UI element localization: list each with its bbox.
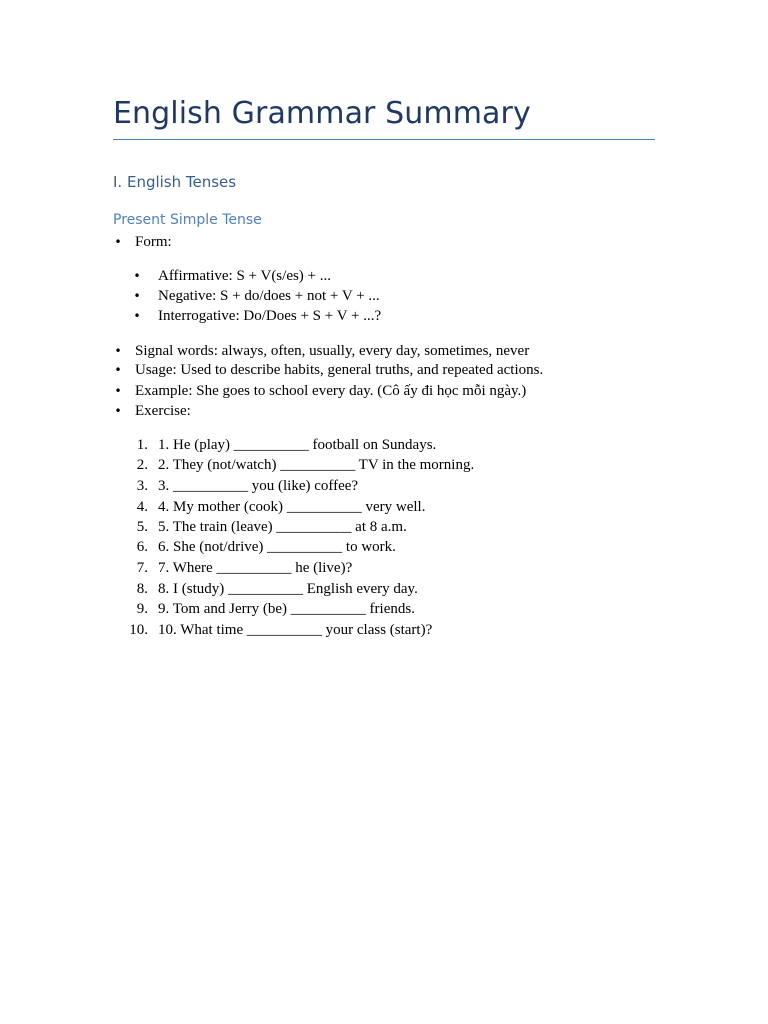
list-item-label: Signal words: always, often, usually, every day, sometimes, never	[135, 343, 530, 359]
subsection-heading: Present Simple Tense	[113, 212, 262, 228]
bullet-icon	[113, 341, 123, 361]
list-number: 10.	[129, 622, 148, 638]
list-number: 6.	[136, 539, 148, 555]
list-item-label: Affirmative: S + V(s/es) + ...	[158, 268, 332, 284]
exercise-text: 7. Where __________ he (live)?	[158, 560, 353, 576]
bullet-icon	[132, 306, 142, 326]
list-number: 1.	[136, 437, 148, 453]
exercise-text: 4. My mother (cook) __________ very well.	[158, 499, 426, 515]
exercise-text: 2. They (not/watch) __________ TV in the morning.	[158, 457, 475, 473]
exercise-text: 3. __________ you (like) coffee?	[158, 478, 359, 494]
bullet-icon	[113, 232, 123, 252]
document-title: English Grammar Summary	[113, 96, 531, 131]
list-number: 5.	[136, 519, 148, 535]
exercise-text: 10. What time __________ your class (start)?	[158, 622, 433, 638]
list-number: 7.	[136, 560, 148, 576]
bullet-icon	[113, 381, 123, 401]
list-number: 9.	[136, 601, 148, 617]
exercise-text: 5. The train (leave) __________ at 8 a.m.	[158, 519, 407, 535]
list-number: 8.	[136, 581, 148, 597]
section-heading: I. English Tenses	[113, 173, 237, 191]
list-item-label: Example: She goes to school every day. (Cô ấy đi học mỗi ngày.)	[135, 383, 527, 399]
bullet-icon	[113, 401, 123, 421]
bullet-icon	[113, 360, 123, 380]
list-item-label: Form:	[135, 234, 172, 250]
list-item-label: Negative: S + do/does + not + V + ...	[158, 288, 380, 304]
list-item-label: Usage: Used to describe habits, general truths, and repeated actions.	[135, 362, 544, 378]
list-number: 2.	[136, 457, 148, 473]
exercise-text: 1. He (play) __________ football on Sundays.	[158, 437, 437, 453]
exercise-text: 9. Tom and Jerry (be) __________ friends.	[158, 601, 415, 617]
bullet-icon	[132, 266, 142, 286]
list-number: 4.	[136, 499, 148, 515]
bullet-icon	[132, 286, 142, 306]
list-item-label: Interrogative: Do/Does + S + V + ...?	[158, 308, 382, 324]
exercise-text: 8. I (study) __________ English every day.	[158, 581, 418, 597]
exercise-text: 6. She (not/drive) __________ to work.	[158, 539, 396, 555]
title-underline	[113, 139, 655, 140]
list-item-label: Exercise:	[135, 403, 191, 419]
list-number: 3.	[136, 478, 148, 494]
